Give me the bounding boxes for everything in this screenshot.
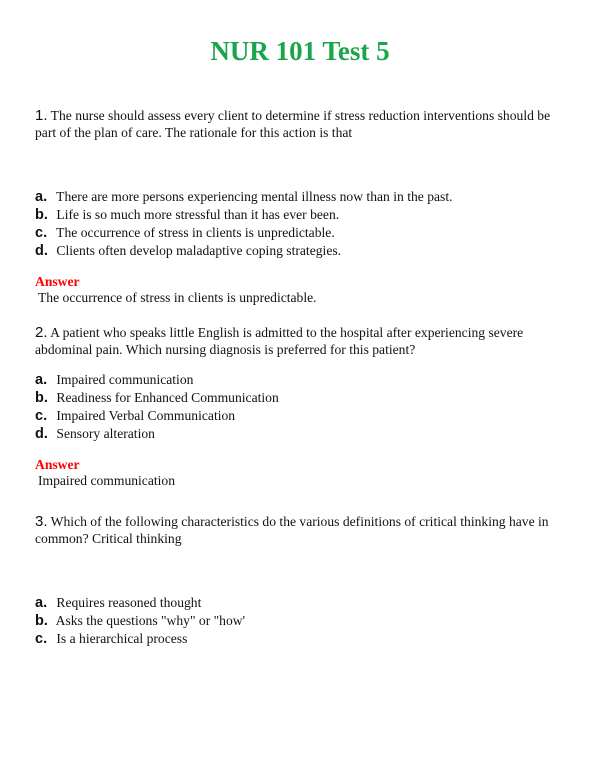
question-text: Which of the following characteristics do the various definitions of critical thinking have in common? Critical thinking [35,514,549,546]
question-number: 2. [35,324,48,341]
option-a [35,594,565,612]
option-d [35,242,565,260]
option-letter: d. [35,243,48,259]
option-letter: b. [35,207,48,223]
page-title: NUR 101 Test 5 [210,36,390,66]
question-number: 1. [35,107,48,124]
option-text: Readiness for Enhanced Communication [56,390,279,405]
answer-text: The occurrence of stress in clients is unpredictable. [38,290,317,305]
option-c [35,630,565,648]
question-number: 3. [35,513,48,530]
option-letter: c. [35,225,48,241]
question-2 [35,324,565,358]
option-letter: a. [35,372,48,388]
option-text: Requires reasoned thought [56,595,202,610]
options-list-3 [35,594,565,648]
option-a [35,188,565,206]
options-list-2 [35,371,565,443]
answer-label: Answer [35,274,80,289]
answer-label: Answer [35,457,80,472]
option-letter: a. [35,595,48,611]
option-b [35,206,565,224]
option-b [35,612,565,630]
question-text: A patient who speaks little English is admitted to the hospital after experiencing severe abdominal pain. Which nursing diagnosis is preferred for this patient? [35,325,524,357]
option-text: Asks the questions "why" or "how' [55,613,246,628]
option-a [35,371,565,389]
option-text: The occurrence of stress in clients is unpredictable. [56,225,335,240]
option-text: Clients often develop maladaptive coping strategies. [56,243,342,258]
question-1 [35,107,565,141]
option-letter: a. [35,189,48,205]
option-d [35,425,565,443]
option-text: Impaired communication [56,372,194,387]
option-letter: c. [35,631,48,647]
option-text: Sensory alteration [56,426,155,441]
option-letter: b. [35,390,48,406]
option-b [35,389,565,407]
option-text: Is a hierarchical process [56,631,188,646]
question-3 [35,513,565,547]
option-text: Life is so much more stressful than it has ever been. [56,207,340,222]
options-list-1 [35,188,565,260]
option-letter: d. [35,426,48,442]
option-text: There are more persons experiencing mental illness now than in the past. [56,189,453,204]
option-c [35,407,565,425]
option-letter: b. [35,613,48,629]
question-text: The nurse should assess every client to determine if stress reduction interventions should be part of the plan of care. The rationale for this action is that [35,108,551,140]
answer-text: Impaired communication [38,473,176,488]
option-letter: c. [35,408,48,424]
option-c [35,224,565,242]
option-text: Impaired Verbal Communication [56,408,236,423]
